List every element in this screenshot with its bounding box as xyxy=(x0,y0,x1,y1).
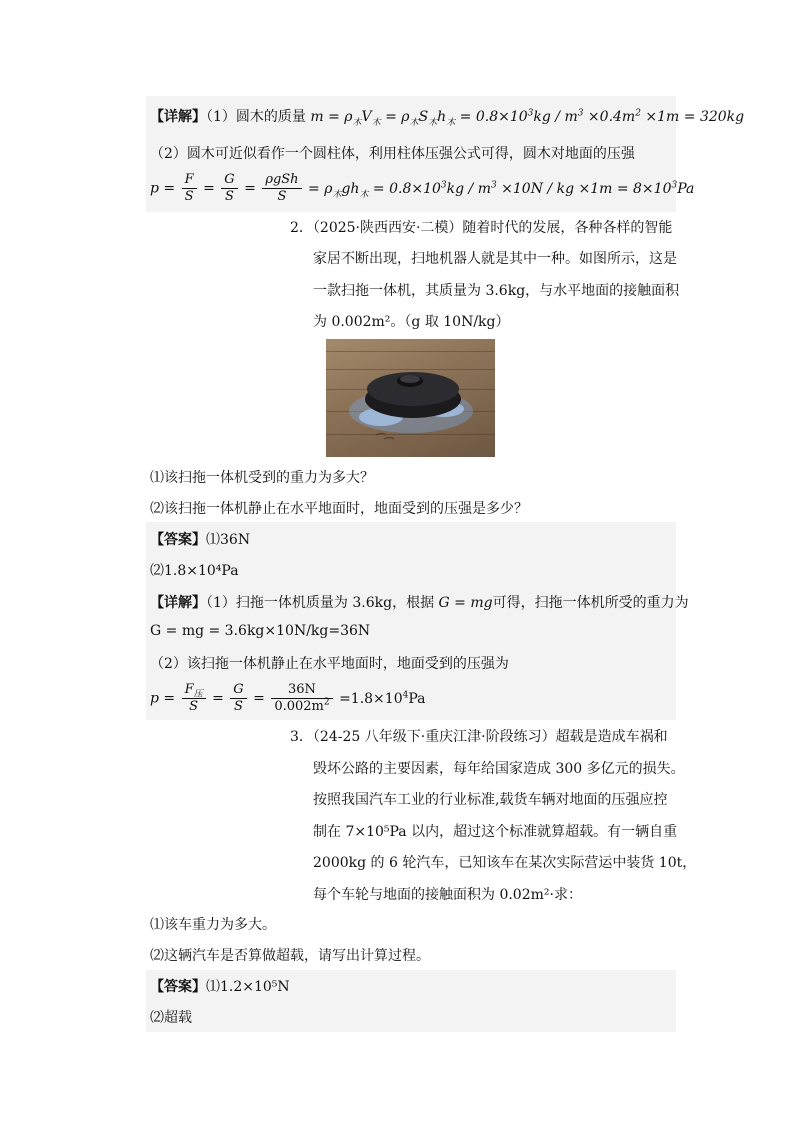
robot-vacuum-photo xyxy=(326,339,495,457)
q3-stem-line1: 3．（24-25 八年级下·重庆江津·阶段练习）超载是造成车祸和 xyxy=(290,729,668,745)
q2-stem-line1: 2．（2025·陕西西安·二模）随着时代的发展，各种各样的智能 xyxy=(290,220,673,236)
q2-stem-line4: 为 0.002m²。（g 取 10N/kg） xyxy=(313,314,510,330)
gravity-formula: G = mg xyxy=(438,595,493,611)
q3-stem-line2: 毁坏公路的主要因素，每年给国家造成 300 多亿元的损失。 xyxy=(313,761,685,777)
q2-detail-line1 xyxy=(150,593,689,613)
answer-value: ⑴36N xyxy=(206,532,251,548)
q2-answer-line2: ⑵1.8×10⁴Pa xyxy=(150,563,239,579)
q3-stem-line4: 制在 7×10⁵Pa 以内，超过这个标准就算超载。有一辆自重 xyxy=(313,824,678,840)
q3-sub1: ⑴该车重力为多大。 xyxy=(150,917,276,933)
q2-sub1: ⑴该扫拖一体机受到的重力为多大？ xyxy=(150,470,374,486)
q1-detail-line2: （2）圆木可近似看作一个圆柱体，利用柱体压强公式可得，圆木对地面的压强 xyxy=(150,146,635,162)
q2-stem-line3: 一款扫拖一体机，其质量为 3.6kg，与水平地面的接触面积 xyxy=(313,283,680,299)
detail-text-b: 可得，扫拖一体机所受的重力为 xyxy=(492,595,689,611)
q3-stem-line6: 每个车轮与地面的接触面积为 0.02m²·求： xyxy=(313,887,582,903)
q3-stem-line3: 按照我国汽车工业的行业标准,载货车辆对地面的压强应控 xyxy=(313,792,668,808)
q3-answer-line2: ⑵超载 xyxy=(150,1010,192,1026)
q2-answer-line1 xyxy=(150,530,250,550)
detail-label: 【详解】 xyxy=(150,595,206,611)
q1-detail-line1 xyxy=(150,107,744,127)
q2-sub2: ⑵该扫拖一体机静止在水平地面时，地面受到的压强是多少？ xyxy=(150,501,528,517)
q2-stem-line2: 家居不断出现，扫地机器人就是其中一种。如图所示，这是 xyxy=(313,251,677,267)
detail-text-a: （1）扫拖一体机质量为 3.6kg，根据 xyxy=(206,595,435,611)
q3-answer-line1 xyxy=(150,977,290,997)
answer-value: ⑴1.2×10⁵N xyxy=(206,979,290,995)
q3-sub2: ⑵这辆汽车是否算做超载，请写出计算过程。 xyxy=(150,948,430,964)
detail-text: （1）圆木的质量 xyxy=(206,109,306,125)
detail-label: 【详解】 xyxy=(150,109,206,125)
q2-detail-line2: （2）该扫拖一体机静止在水平地面时，地面受到的压强为 xyxy=(150,656,509,672)
mass-formula: $m = \rho_木V_木 = \rho_木S_木h_木 = 0.8\times 10^3kg / m^3 \times 0.4m^2 \times 1m = 320kg$ xyxy=(310,108,745,128)
q3-stem-line5: 2000kg 的 6 轮汽车，已知该车在某次实际营运中装货 10t， xyxy=(313,855,697,871)
q2-pressure-formula: p = $\frac{F_压}{S}$ = $\frac{G}{S}$ = $\frac{36N}{0.002m^2}$ $=1.8\times 10^4Pa$ xyxy=(150,682,426,714)
answer-label: 【答案】 xyxy=(150,532,206,548)
q2-detail-calc: G = mg = 3.6kg×10N/kg=36N xyxy=(150,623,371,639)
q1-pressure-formula: p = $\frac{F}{S}$ = $\frac{G}{S}$ = $\frac{\text{ρgSh}}{S}$ = $\rho_木gh_木 = 0.8\times 10^3kg / m^3 \times 10N$ / kg $\times 1m = 8\times 10^3Pa$ xyxy=(150,172,695,204)
answer-label: 【答案】 xyxy=(150,979,206,995)
